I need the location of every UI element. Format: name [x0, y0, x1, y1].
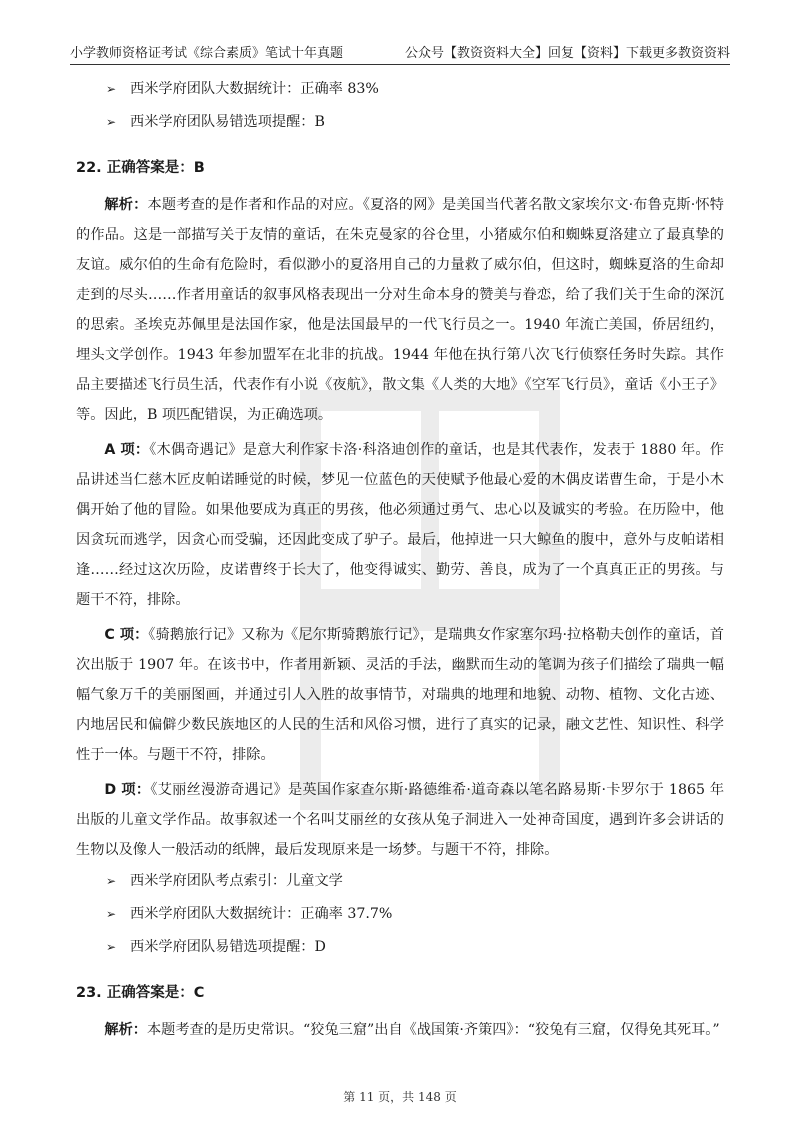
- option-text: 《骑鹅旅行记》又称为《尼尔斯骑鹅旅行记》，是瑞典女作家塞尔玛·拉格勒夫创作的童话，首次出版于 1907 年。在该书中，作者用新颖、灵活的手法，幽默而生动的笔调为孩子们描绘了瑞典一幅幅气象万千的美丽图画，并通过引人入胜的故事情节，对瑞典的地理和地貌、动物、植物、文化古迹、内地居民和偏僻少数民族地区的人民的生活和风俗习惯，进行了真实的记录，融文艺性、知识性、科学性于一体。与题干不符，排除。: [76, 627, 724, 763]
- bullet-text: 西米学府团队易错选项提醒：B: [130, 114, 325, 130]
- bullet-text: 西米学府团队大数据统计：正确率 37.7%: [130, 906, 393, 922]
- arrow-icon: ➢: [106, 874, 117, 888]
- page-header: [70, 40, 730, 65]
- bullet-item: [106, 936, 724, 958]
- option-label: D 项：: [104, 782, 151, 798]
- option-text: 《艾丽丝漫游奇遇记》是英国作家查尔斯·路德维希·道奇森以笔名路易斯·卡罗尔于 1865 年出版的儿童文学作品。故事叙述一个名叫艾丽丝的女孩从兔子洞进入一处神奇国度，遇到许多会讲话的生物以及像人一般活动的纸牌，最后发现原来是一场梦。与题干不符，排除。: [76, 782, 725, 858]
- bullet-text: 西米学府团队易错选项提醒：D: [130, 939, 326, 955]
- bullet-item: [106, 111, 724, 133]
- option-text: 《木偶奇遇记》是意大利作家卡洛·科洛迪创作的童话，也是其代表作，发表于 1880 年。作品讲述当仁慈木匠皮帕诺睡觉的时候，梦见一位蓝色的天使赋予他最心爱的木偶皮诺曹生命，于是小木偶开始了他的冒险。如果他要成为真正的男孩，他必须通过勇气、忠心以及诚实的考验。在历险中，他因贪玩而逃学，因贪心而受骗，还因此变成了驴子。最后，他掉进一只大鲸鱼的腹中，意外与皮帕诺相逢……经过这次历险，皮诺曹终于长大了，他变得诚实、勤劳、善良，成为了一个真真正正的男孩。与题干不符，排除。: [76, 442, 724, 608]
- question-22-heading: 22. 正确答案是：B: [76, 160, 205, 176]
- analysis-label: 解析：: [104, 1022, 147, 1038]
- option-label: A 项：: [104, 442, 150, 458]
- header-promo: 公众号【教资资料大全】回复【资料】下载更多教资资料: [404, 46, 730, 61]
- question-22-analysis: [76, 190, 724, 430]
- arrow-icon: ➢: [106, 82, 117, 96]
- bullet-item: [106, 78, 724, 100]
- option-a-explanation: [76, 435, 724, 615]
- analysis-text: 本题考查的是历史常识。“狡兔三窟”出自《战国策·齐策四》：“狡兔有三窟，仅得免其死耳。”: [146, 1022, 720, 1038]
- question-23-analysis: [76, 1015, 724, 1045]
- header-title: 小学教师资格证考试《综合素质》笔试十年真题: [70, 46, 344, 61]
- bullet-item: [106, 903, 724, 925]
- page-content: [76, 78, 724, 1050]
- page-number: 第 11 页，共 148 页: [343, 1090, 457, 1104]
- arrow-icon: ➢: [106, 940, 117, 954]
- arrow-icon: ➢: [106, 907, 117, 921]
- question-23-heading: 23. 正确答案是：C: [76, 985, 205, 1001]
- analysis-label: 解析：: [104, 197, 148, 213]
- option-label: C 项：: [104, 627, 149, 643]
- option-d-explanation: [76, 775, 724, 865]
- arrow-icon: ➢: [106, 115, 117, 129]
- analysis-text: 本题考查的是作者和作品的对应。《夏洛的网》是美国当代著名散文家埃尔文·布鲁克斯·怀特的作品。这是一部描写关于友情的童话，在朱克曼家的谷仓里，小猪威尔伯和蜘蛛夏洛建立了最真挚的友谊。威尔伯的生命有危险时，看似渺小的夏洛用自己的力量救了威尔伯，但这时，蜘蛛夏洛的生命却走到的尽头……作者用童话的叙事风格表现出一分对生命本身的赞美与眷恋，给了我们关于生命的深沉的思索。圣埃克苏佩里是法国作家，他是法国最早的一代飞行员之一。1940 年流亡美国，侨居纽约，埋头文学创作。1943 年参加盟军在北非的抗战。1944 年他在执行第八次飞行侦察任务时失踪。其作品主要描述飞行员生活，代表作有小说《夜航》，散文集《人类的大地》《空军飞行员》，童话《小王子》等。因此，B 项匹配错误，为正确选项。: [76, 197, 724, 423]
- option-c-explanation: [76, 620, 724, 770]
- bullet-text: 西米学府团队大数据统计：正确率 83%: [130, 81, 379, 97]
- bullet-item: [106, 870, 724, 892]
- bullet-text: 西米学府团队考点索引：儿童文学: [130, 873, 343, 889]
